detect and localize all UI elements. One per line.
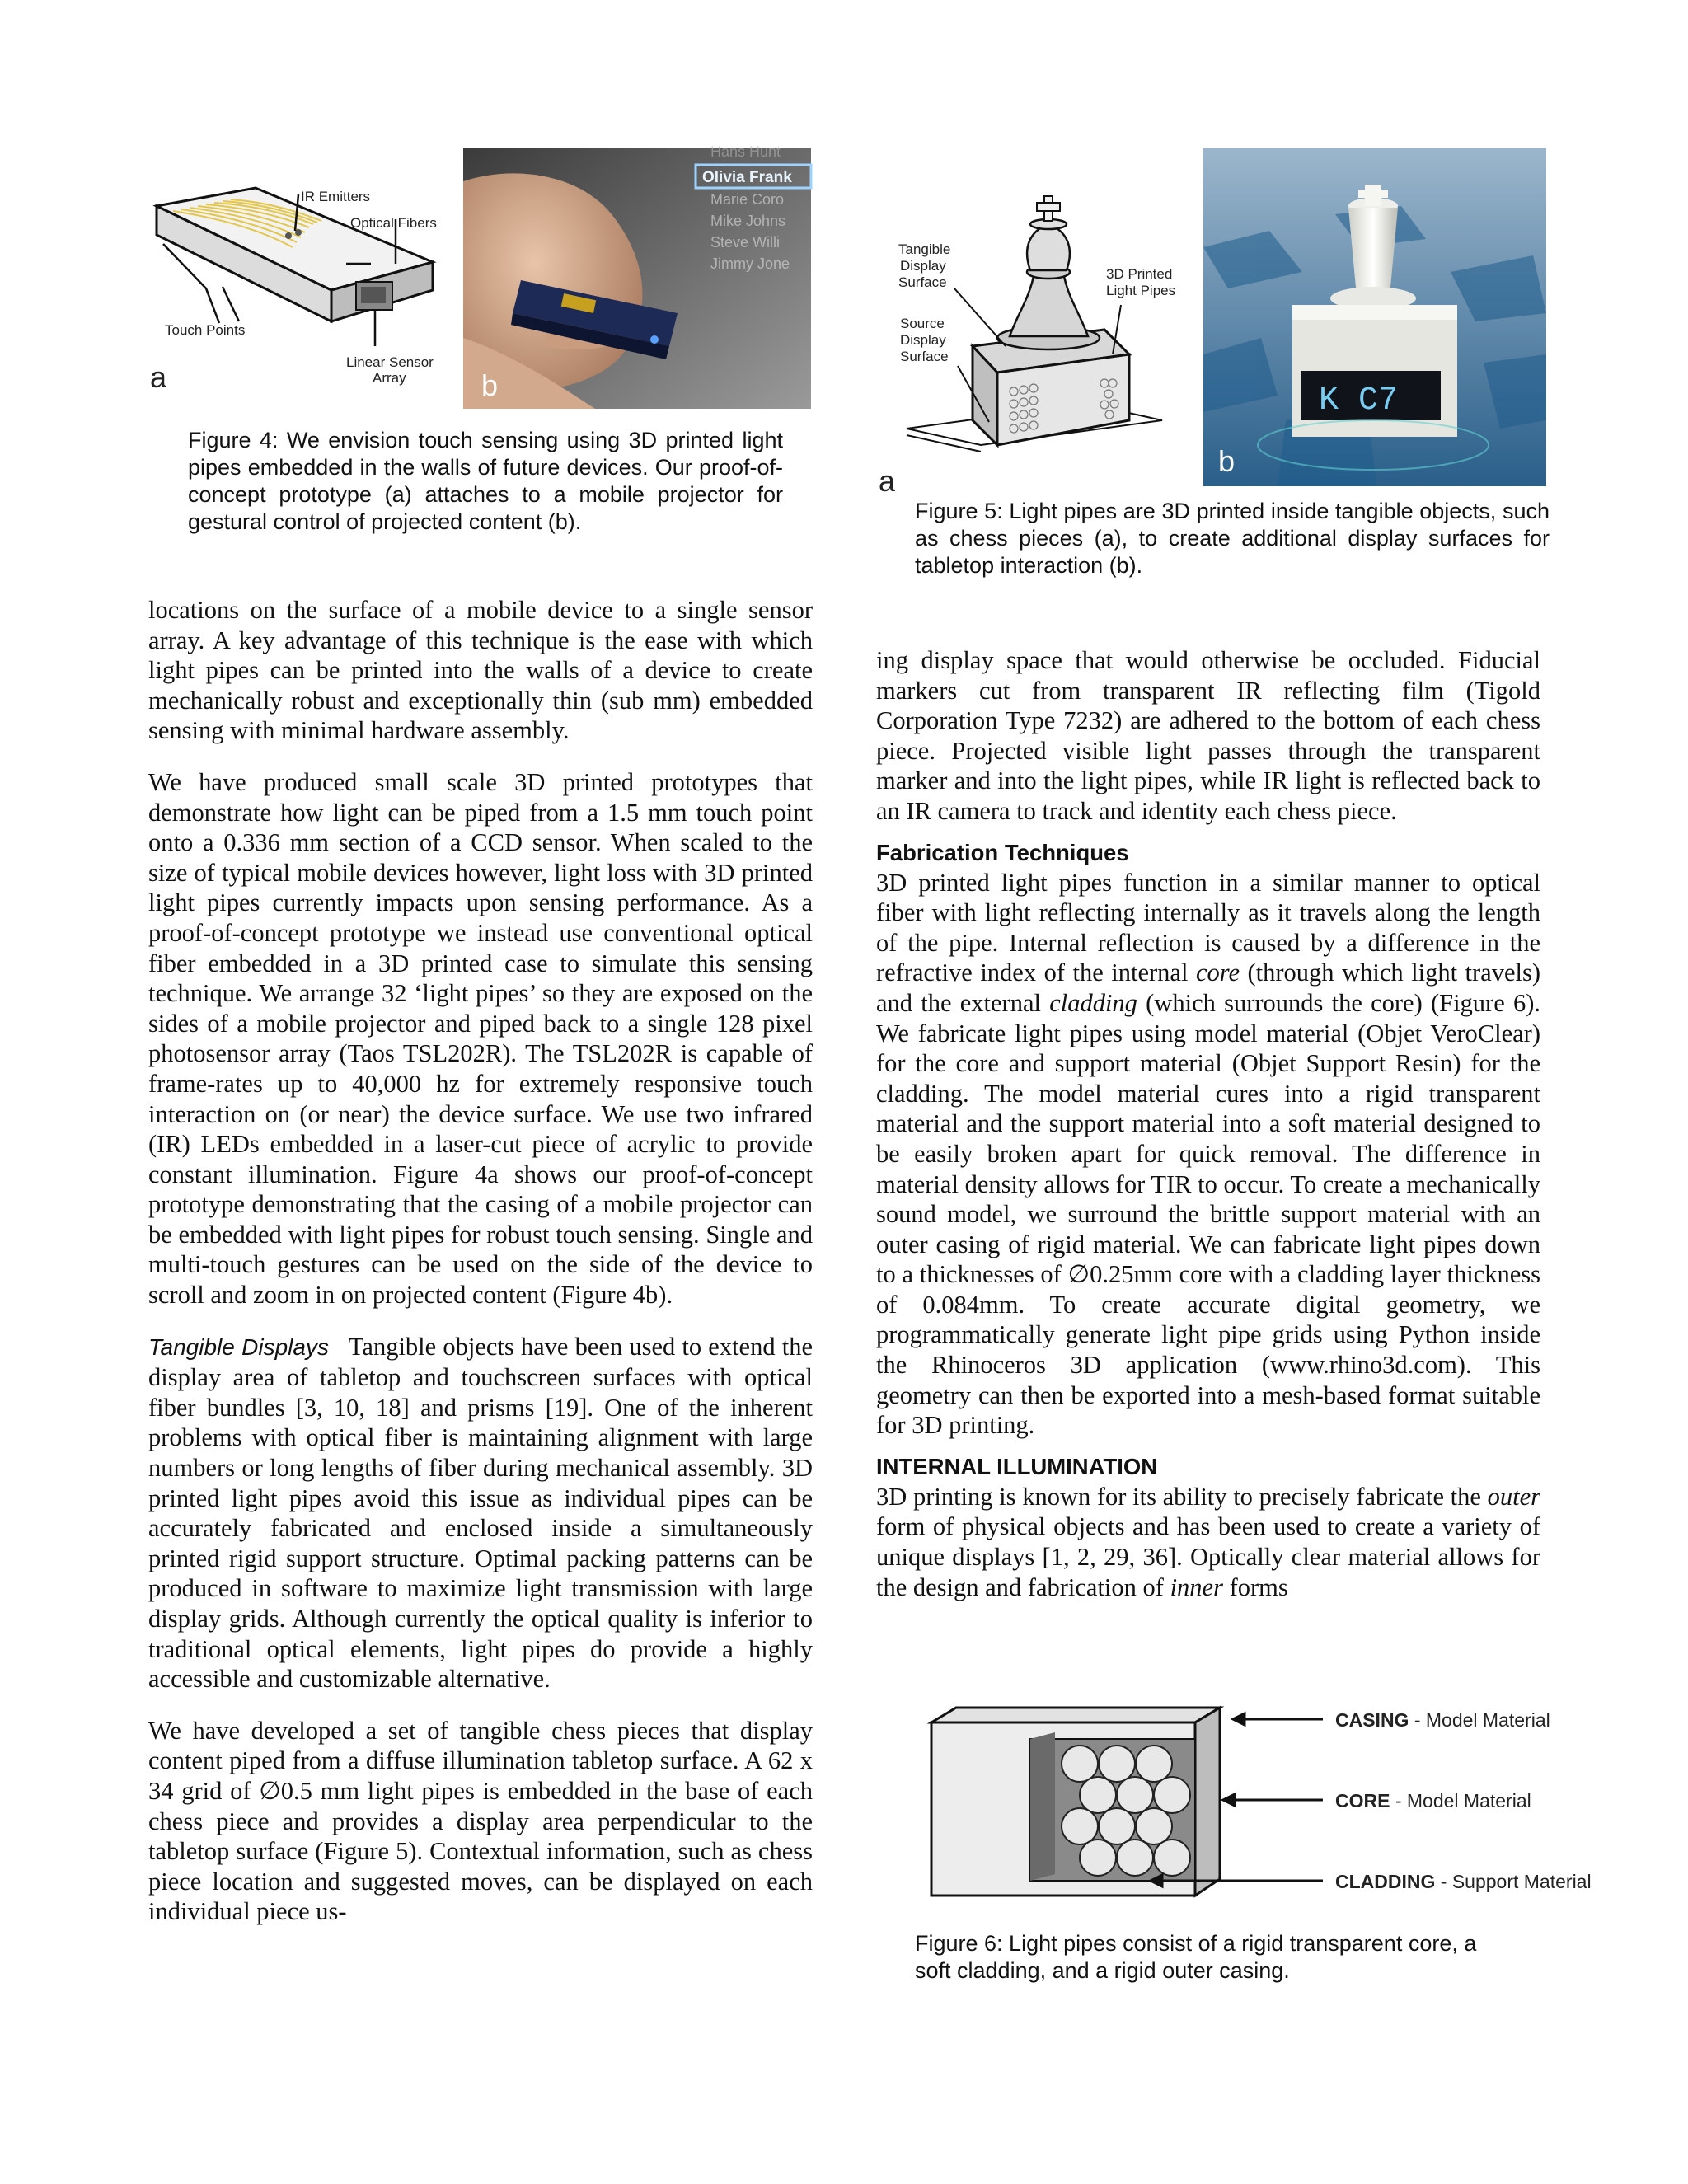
- figure-4-caption: [188, 427, 783, 536]
- figure-4a-diagram: [148, 148, 445, 404]
- heading-fabrication-techniques: Fabrication Techniques: [876, 839, 1129, 865]
- label-optical-fibers: Optical Fibers: [350, 215, 437, 231]
- left-paragraph-1: locations on the surface of a mobile device to a single sensor array. A key advantage of this technique is the ease with which light pipes can be printed into the walls of a device to create mechanically robust and exceptionally thin (sub mm) embedded sensing with minimal hardware assembly.: [148, 596, 813, 745]
- figure-6-caption-text: Figure 6: Light pipes consist of a rigid transparent core, a soft cladding, and a rigid outer casing.: [915, 1931, 1477, 1983]
- right-paragraph-2-b: (through which light travels) and the external: [876, 958, 1541, 1017]
- label-core: [1335, 1790, 1531, 1811]
- right-paragraph-3-a: 3D printing is known for its ability to precisely fabricate the: [876, 1482, 1488, 1511]
- figure-5b-photo: [1203, 148, 1546, 486]
- figure-6-caption: [915, 1930, 1508, 1985]
- label-printed-2: Light Pipes: [1106, 283, 1176, 298]
- term-outer: outer: [1487, 1482, 1540, 1511]
- label-casing-bold: CASING: [1335, 1709, 1409, 1731]
- left-paragraph-3-text: Tangible objects have been used to extend the display area of tabletop and touchscreen surfaces with optical fiber bundles [3, 10, 18] and prisms [19]. One of the inherent problems with optical fiber is maintaining alignment with large numbers or long lengths of fiber during mechanical assembly. 3D printed light pipes avoid this issue as individual pipes can be accurately fabricated and enclosed inside a simultaneously printed rigid support structure. Optimal packing patterns can be produced in software to maximize light transmission with large display grids. Although currently the optical quality is inferior to traditional optical elements, light pipes do provide a highly accessible and customizable alternative.: [148, 1332, 814, 1694]
- photo-name-1: Olivia Frank: [702, 169, 792, 186]
- label-tangible-3: Surface: [898, 274, 947, 290]
- figure-4-caption-text: Figure 4: We envision touch sensing using 3D printed light pipes embedded in the walls of future devices. Our proof-of-concept prototype (a) attaches to a mobile projector for gestural control of projected content (b).: [188, 428, 783, 534]
- figure-6: [907, 1698, 1592, 1994]
- figure-5a-diagram: [865, 173, 1191, 498]
- label-core-bold: CORE: [1335, 1790, 1390, 1811]
- label-array: Array: [373, 370, 406, 386]
- label-cladding-bold: CLADDING: [1335, 1871, 1436, 1892]
- panel-letter-a: a: [879, 464, 896, 498]
- panel-letter-b: b: [481, 368, 499, 402]
- left-paragraph-2: We have produced small scale 3D printed prototypes that demonstrate how light can be piped from a 1.5 mm touch point onto a 0.336 mm section of a CCD sensor. When scaled to the size of typical mobile devices however, light loss with 3D printed light pipes currently impacts upon sensing performance. As a proof-of-concept prototype we instead use conventional optical fiber embedded in a 3D printed case to simulate this sensing technique. We arrange 32 ‘light pipes’ so they are exposed on the sides of a mobile projector and piped back to a single 128 pixel photosensor array (Taos TSL202R). The TSL202R is capable of frame-rates up to 40,000 hz for extremely responsive touch interaction on (or near) the device surface. We use two infrared (IR) LEDs embedded in a laser-cut piece of acrylic to provide constant illumination. Figure 4a shows our proof-of-concept prototype demonstrating that the casing of a mobile projector can be embedded with light pipes for robust touch sensing. Single and multi-touch gestures can be used on the side of the device to scroll and zoom in on projected content (Figure 4b).: [148, 767, 813, 1310]
- label-core-rest: - Model Material: [1390, 1790, 1531, 1811]
- heading-internal-illumination: INTERNAL ILLUMINATION: [876, 1453, 1158, 1479]
- right-paragraph-2: [876, 868, 1540, 1441]
- figure-5: [865, 148, 1591, 593]
- label-source-2: Display: [900, 332, 946, 348]
- label-cladding: [1335, 1871, 1592, 1892]
- figure-4: [148, 143, 816, 536]
- label-source-3: Surface: [900, 349, 949, 364]
- term-cladding: cladding: [1049, 988, 1137, 1017]
- label-tangible-2: Display: [900, 258, 946, 274]
- label-ir-emitters: IR Emitters: [301, 189, 371, 204]
- photo-name-3: Mike Johns: [710, 213, 786, 229]
- right-paragraph-2-a: 3D printed light pipes function in a similar manner to optical fiber with light reflecting internally as it travels along the length of the pipe. Internal reflection is caused by a difference in the refractive index of the internal: [876, 868, 1540, 987]
- label-linear-sensor: Linear Sensor: [346, 354, 434, 370]
- right-paragraph-3: [876, 1482, 1540, 1602]
- photo-name-0: Hans Hunt: [710, 143, 781, 160]
- label-source-1: Source: [900, 316, 945, 331]
- label-casing: [1335, 1709, 1550, 1731]
- subsection-tangible-displays: Tangible Displays: [148, 1333, 329, 1360]
- figure-5-caption-text: Figure 5: Light pipes are 3D printed inside tangible objects, such as chess pieces (a), to create additional display surfaces for tabletop interaction (b).: [915, 499, 1550, 578]
- figure-6-diagram: [907, 1698, 1592, 1912]
- left-paragraph-3: [148, 1332, 813, 1694]
- label-casing-rest: - Model Material: [1409, 1709, 1550, 1731]
- panel-letter-b: b: [1218, 444, 1236, 478]
- left-paragraph-4: We have developed a set of tangible chess pieces that display content piped from a diffuse illumination tabletop surface. A 62 x 34 grid of ∅0.5 mm light pipes is embedded in the base of each chess piece and provides a display area perpendicular to the tabletop surface (Figure 5). Contextual information, such as chess piece location and suggested moves, can be displayed on each individual piece us-: [148, 1716, 813, 1926]
- right-paragraph-3-b: form of physical objects and has been used to create a variety of unique displays [1, 2, 29, 36]. Optically clear material allows for the design and fabrication of: [876, 1512, 1540, 1601]
- figure-4b-photo: [463, 143, 811, 409]
- label-touch-points: Touch Points: [165, 322, 246, 338]
- right-column: [876, 645, 1540, 1602]
- photo-name-5: Jimmy Jone: [710, 255, 790, 272]
- photo-name-2: Marie Coro: [710, 191, 785, 208]
- panel-letter-a: a: [150, 360, 167, 394]
- right-paragraph-2-c: (which surrounds the core) (Figure 6). We fabricate light pipes using model material (Objet VeroClear) for the core and support material (Objet Support Resin) for the cladding. The model material cures into a rigid transparent material and the support material into a soft material designed to be easily broken apart for quick removal. The difference in material density allows for TIR to occur. To create a mechanically sound model, we surround the brittle support material with an outer casing of rigid material. We can fabricate light pipes down to a thicknesses of ∅0.25mm core with a cladding layer thickness of 0.084mm. To create accurate digital geometry, we programmatically generate light pipe grids using Python inside the Rhinoceros 3D application (www.rhino3d.com). This geometry can then be exported into a mesh-based format suitable for 3D printing.: [876, 988, 1540, 1440]
- right-paragraph-3-c: forms: [1222, 1572, 1288, 1601]
- photo-name-4: Steve Willi: [710, 234, 781, 251]
- figure-5-caption: [915, 498, 1550, 579]
- term-inner: inner: [1170, 1572, 1223, 1601]
- right-paragraph-1: ing display space that would otherwise be occluded. Fiducial markers cut from transparent IR reflecting film (Tigold Corporation Type 7232) are adhered to the bottom of each chess piece. Projected visible light passes through the transparent marker and into the light pipes, while IR light is reflected back to an IR camera to track and identity each chess piece.: [876, 646, 1540, 825]
- chess-display-text: K C7: [1319, 382, 1399, 419]
- term-core: core: [1195, 958, 1240, 987]
- label-printed-1: 3D Printed: [1106, 266, 1173, 282]
- left-column: [148, 595, 813, 1927]
- label-cladding-rest: - Support Material: [1435, 1871, 1592, 1892]
- label-tangible-1: Tangible: [898, 241, 951, 257]
